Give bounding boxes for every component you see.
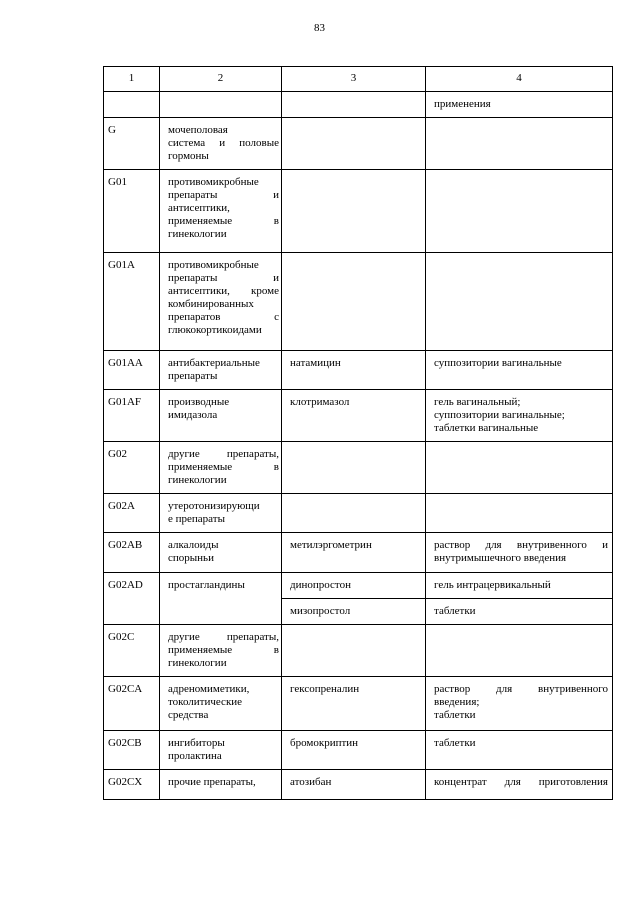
cell-line: мочеполовая	[168, 124, 228, 136]
atc-code-cell: G01AA	[104, 351, 160, 390]
table-row	[104, 253, 613, 351]
dosage-form-cell	[426, 442, 613, 494]
dosage-form-cell	[426, 770, 613, 800]
table-row	[104, 118, 613, 170]
cell-line: глюкокортикоидами	[168, 324, 262, 336]
cell-line: клотримазол	[290, 396, 350, 408]
cell-line: концентрат для приготовления	[434, 776, 608, 788]
drug-name-cell	[282, 170, 426, 253]
atc-code-cell: G02CA	[104, 677, 160, 731]
cell-line: введения;	[434, 696, 480, 708]
group-name-cell	[160, 170, 282, 253]
cell-line: антисептики, кроме	[168, 285, 279, 297]
cell-line: другие препараты,	[168, 448, 279, 460]
cell-line: противомикробные	[168, 176, 259, 188]
cell-line: пролактина	[168, 750, 222, 762]
table-row	[104, 731, 613, 770]
atc-code-cell: G02AB	[104, 533, 160, 573]
cell-line: другие препараты,	[168, 631, 279, 643]
drug-name-cell	[282, 390, 426, 442]
atc-code-cell: G02A	[104, 494, 160, 533]
cell-line: простагландины	[168, 579, 245, 591]
cell-line: бромокриптин	[290, 737, 359, 749]
cell-line: средства	[168, 709, 209, 721]
table-row	[104, 533, 613, 573]
atc-code-cell: G01	[104, 170, 160, 253]
cell-line: гинекологии	[168, 657, 227, 669]
dosage-form-cell	[426, 625, 613, 677]
dosage-form-cell	[426, 253, 613, 351]
table-row	[104, 170, 613, 253]
drug-name-cell	[282, 677, 426, 731]
cell-line: спорыньи	[168, 552, 214, 564]
cell-line: динопростон	[290, 579, 351, 591]
cell-line: гель интрацервикальный	[434, 579, 551, 591]
table-row	[104, 92, 613, 118]
table-row	[104, 351, 613, 390]
dosage-form-cell	[426, 92, 613, 118]
header-cell: 2	[160, 67, 282, 92]
drug-name-cell	[282, 731, 426, 770]
table-row	[104, 770, 613, 800]
atc-code-cell	[104, 92, 160, 118]
cell-line: натамицин	[290, 357, 341, 369]
group-name-cell	[160, 731, 282, 770]
atc-code-cell: G	[104, 118, 160, 170]
table-row	[104, 442, 613, 494]
header-cell: 4	[426, 67, 613, 92]
cell-line: применяемые в	[168, 461, 279, 473]
dosage-form-cell	[426, 533, 613, 573]
cell-line: адреномиметики,	[168, 683, 250, 695]
table-row	[104, 494, 613, 533]
cell-line: е препараты	[168, 513, 225, 525]
dosage-form-cell	[426, 118, 613, 170]
dosage-form-cell	[426, 731, 613, 770]
header-cell: 1	[104, 67, 160, 92]
group-name-cell	[160, 253, 282, 351]
group-name-cell	[160, 573, 282, 625]
cell-line: применения	[434, 98, 491, 110]
cell-line: производные	[168, 396, 230, 408]
cell-line: применяемые в	[168, 215, 279, 227]
cell-line: раствор для внутривенного	[434, 683, 608, 695]
drug-name-cell	[282, 625, 426, 677]
dosage-form-cell	[426, 677, 613, 731]
cell-line: препараты и	[168, 189, 279, 201]
atc-code-cell: G02CX	[104, 770, 160, 800]
cell-line: комбинированных	[168, 298, 254, 310]
cell-line: гормоны	[168, 150, 209, 162]
cell-line: внутримышечного введения	[434, 552, 567, 564]
cell-line: гинекологии	[168, 474, 227, 486]
cell-line: токолитические	[168, 696, 243, 708]
atc-code-cell: G02AD	[104, 573, 160, 625]
cell-line: утеротонизирующи	[168, 500, 260, 512]
drug-name-cell	[282, 253, 426, 351]
atc-code-cell: G02	[104, 442, 160, 494]
group-name-cell	[160, 533, 282, 573]
cell-line: алкалоиды	[168, 539, 219, 551]
group-name-cell	[160, 390, 282, 442]
cell-line: гинекологии	[168, 228, 227, 240]
table-row	[104, 677, 613, 731]
drug-name-cell	[282, 494, 426, 533]
dosage-form-cell	[426, 599, 613, 625]
group-name-cell	[160, 625, 282, 677]
cell-line: гель вагинальный;	[434, 396, 521, 408]
atc-code-cell: G02C	[104, 625, 160, 677]
header-cell: 3	[282, 67, 426, 92]
table-row	[104, 625, 613, 677]
dosage-form-cell	[426, 351, 613, 390]
drug-name-cell	[282, 442, 426, 494]
cell-line: гексопреналин	[290, 683, 360, 695]
atc-code-cell: G01AF	[104, 390, 160, 442]
drug-name-cell	[282, 573, 426, 599]
drug-name-cell	[282, 599, 426, 625]
cell-line: таблетки вагинальные	[434, 422, 539, 434]
cell-line: атозибан	[290, 776, 332, 788]
atc-code-cell: G01A	[104, 253, 160, 351]
cell-line: препараты	[168, 370, 218, 382]
cell-line: ингибиторы	[168, 737, 225, 749]
table-row	[104, 390, 613, 442]
group-name-cell	[160, 351, 282, 390]
cell-line: таблетки	[434, 605, 476, 617]
cell-line: применяемые в	[168, 644, 279, 656]
cell-line: мизопростол	[290, 605, 351, 617]
group-name-cell	[160, 442, 282, 494]
cell-line: имидазола	[168, 409, 218, 421]
drug-name-cell	[282, 770, 426, 800]
cell-line: суппозитории вагинальные;	[434, 409, 565, 421]
cell-line: антисептики,	[168, 202, 230, 214]
drug-name-cell	[282, 92, 426, 118]
cell-line: противомикробные	[168, 259, 259, 271]
cell-line: суппозитории вагинальные	[434, 357, 562, 369]
table-header-row	[104, 67, 613, 92]
drug-name-cell	[282, 351, 426, 390]
cell-line: антибактериальные	[168, 357, 260, 369]
table-row	[104, 573, 613, 599]
cell-line: раствор для внутривенного и	[434, 539, 608, 551]
drug-name-cell	[282, 118, 426, 170]
cell-line: препаратов с	[168, 311, 279, 323]
dosage-form-cell	[426, 390, 613, 442]
group-name-cell	[160, 677, 282, 731]
dosage-form-cell	[426, 170, 613, 253]
cell-line: система и половые	[168, 137, 279, 149]
atc-code-cell: G02CB	[104, 731, 160, 770]
dosage-form-cell	[426, 494, 613, 533]
cell-line: препараты и	[168, 272, 279, 284]
cell-line: таблетки	[434, 737, 476, 749]
cell-line: прочие препараты,	[168, 776, 256, 788]
drug-name-cell	[282, 533, 426, 573]
cell-line: таблетки	[434, 709, 476, 721]
group-name-cell	[160, 770, 282, 800]
group-name-cell	[160, 494, 282, 533]
dosage-form-cell	[426, 573, 613, 599]
medication-table	[103, 66, 613, 800]
cell-line: метилэргометрин	[290, 539, 372, 551]
page-number: 83	[314, 22, 325, 34]
group-name-cell	[160, 118, 282, 170]
group-name-cell	[160, 92, 282, 118]
